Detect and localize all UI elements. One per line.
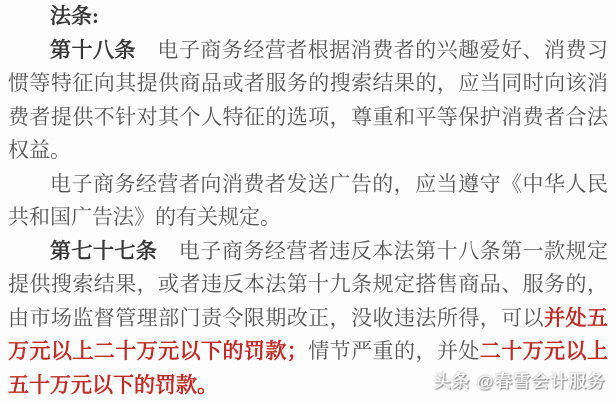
watermark-label: 头条 @春雪会计服务 <box>433 371 606 391</box>
article-heading-text: 第七十七条 <box>50 238 158 263</box>
body-text: 电子商务经营者向消费者发送广告的，应当遵守《中华人民共和国广告法》的有关规定。 <box>8 171 608 229</box>
body-text: 电子商务经营者根据消费者的兴趣爱好、消费习惯等特征向其提供商品或者服务的搜索结果的，应当同时向该消费者提供不针对其个人特征的选项，尊重和平等保护消费者合法权益。 <box>8 37 608 162</box>
penalty-highlight-text: 并处五万元以上二十万元以下的罚款； <box>8 305 608 363</box>
legal-text <box>8 0 608 402</box>
body-text: 情节严重的，并处 <box>307 339 480 363</box>
paragraph <box>8 34 608 168</box>
paragraph <box>8 0 608 34</box>
article-heading-text: 第十八条 <box>50 37 136 62</box>
paragraph <box>8 235 608 402</box>
article-heading-text: 法条: <box>50 4 99 28</box>
penalty-highlight-text: 二十万元以上五十万元以下的罚款。 <box>8 339 609 397</box>
paragraph <box>8 168 608 235</box>
body-text: 电子商务经营者违反本法第十八条第一款规定提供搜索结果，或者违反本法第十九条规定搭售商品、服务的，由市场监督管理部门责令限期改正，没收违法所得，可以 <box>8 238 609 330</box>
